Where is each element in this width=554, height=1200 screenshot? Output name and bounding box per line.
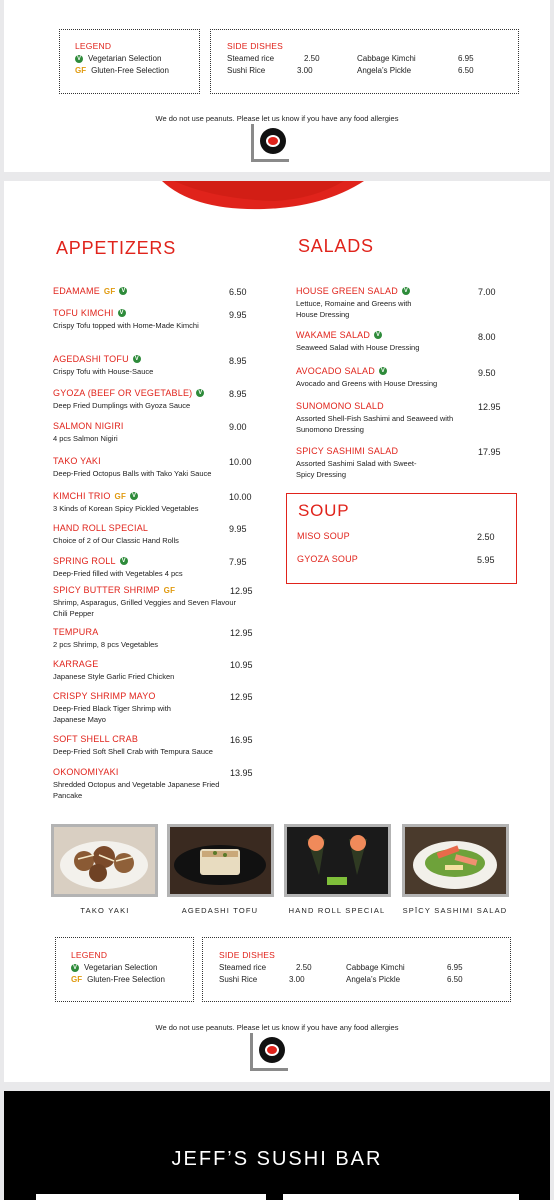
menu-item	[53, 585, 243, 619]
item-description: Shredded Octopus and Vegetable Japanese Fried Pancake	[53, 780, 220, 800]
item-price: 8.95	[229, 356, 247, 366]
side-dish-price: 2.50	[296, 963, 312, 972]
side-dish-price: 3.00	[289, 975, 305, 984]
gluten-free-icon: GF	[163, 585, 176, 595]
item-price: 7.00	[478, 287, 496, 297]
side-dish-name: Cabbage Kimchi	[357, 54, 416, 63]
item-description: Deep-Fried Black Tiger Shrimp with Japanese Mayo	[53, 704, 171, 724]
item-description: Crispy Tofu with House-Sauce	[53, 367, 154, 376]
menu-item	[53, 308, 233, 331]
vegetarian-icon: V	[76, 55, 81, 62]
vegetarian-icon: V	[131, 493, 137, 499]
item-name: SPRING ROLL	[53, 556, 116, 566]
item-price: 7.95	[229, 557, 247, 567]
vegetarian-icon: V	[121, 558, 126, 564]
item-name: SUNOMONO SLALD	[296, 401, 384, 411]
item-name: AGEDASHI TOFU	[53, 354, 129, 364]
item-price: 8.00	[478, 332, 496, 342]
cover-panel	[36, 1194, 266, 1200]
vegetarian-icon: V	[380, 368, 386, 374]
item-price: 2.50	[477, 532, 495, 542]
menu-item	[53, 691, 203, 725]
restaurant-name: JEFF’S SUSHI BAR	[171, 1148, 383, 1170]
item-price: 5.95	[477, 555, 495, 565]
item-description: Deep-Fried Soft Shell Crab with Tempura Sauce	[53, 747, 213, 756]
item-description: Choice of 2 of Our Classic Hand Rolls	[53, 536, 179, 545]
legend-title: LEGEND	[71, 950, 108, 960]
item-description: 4 pcs Salmon Nigiri	[53, 434, 118, 443]
salads-title: SALADS	[298, 236, 374, 256]
side-dishes-box	[202, 937, 511, 1002]
vegetarian-icon: V	[134, 356, 139, 362]
side-dish-price: 6.95	[447, 963, 463, 972]
side-dish-name: Cabbage Kimchi	[346, 963, 405, 972]
vegetarian-icon: V	[403, 288, 409, 294]
vegetarian-icon: V	[121, 288, 126, 294]
item-price: 12.95	[230, 692, 253, 702]
gluten-free-icon: GF	[103, 286, 116, 296]
vegetarian-icon: V	[198, 390, 203, 396]
item-description: Assorted Sashimi Salad with Sweet-Spicy Dressing	[296, 459, 417, 479]
tako-yaki-photo	[51, 824, 158, 897]
menu-item	[296, 286, 471, 320]
item-description: Japanese Style Garlic Fried Chicken	[53, 672, 175, 681]
item-name: KARRAGE	[53, 659, 99, 669]
menu-item	[53, 767, 223, 801]
item-description: Deep Fried Dumplings with Gyoza Sauce	[53, 401, 191, 410]
item-name: AVOCADO SALAD	[296, 366, 375, 376]
menu-item	[53, 286, 233, 296]
side-dishes-title: SIDE DISHES	[219, 950, 276, 960]
menu-item	[53, 627, 233, 650]
menu-item	[53, 421, 233, 444]
side-dishes-title: SIDE DISHES	[227, 41, 284, 51]
menu-item	[53, 456, 233, 479]
item-name: WAKAME SALAD	[296, 330, 371, 340]
item-price: 9.50	[478, 368, 496, 378]
side-dish-name: Sushi Rice	[227, 66, 266, 75]
spicy-sashimi-salad-photo	[402, 824, 509, 897]
item-price: 12.95	[230, 628, 253, 638]
vegetarian-icon: V	[375, 332, 381, 338]
item-price: 9.00	[229, 422, 247, 432]
item-description: Avocado and Greens with House Dressing	[296, 379, 438, 388]
gluten-free-icon: GF	[114, 491, 127, 501]
menu-item	[53, 354, 233, 377]
item-price: 12.95	[230, 586, 253, 596]
item-name: TAKO YAKI	[53, 456, 101, 466]
photo-caption: SPĪCY SASHIMI SALAD	[402, 906, 508, 915]
legend-box	[55, 937, 194, 1002]
item-price: 17.95	[478, 447, 501, 457]
legend-title: LEGEND	[75, 41, 112, 51]
item-name: TOFU KIMCHI	[53, 308, 114, 318]
photo-caption: AGEDASHI TOFU	[181, 906, 259, 915]
item-description: 2 pcs Shrimp, 8 pcs Vegetables	[53, 640, 159, 649]
item-price: 10.00	[229, 492, 252, 502]
side-dish-name: Sushi Rice	[219, 975, 258, 984]
hand-roll-photo	[284, 824, 391, 897]
gluten-free-icon: GF	[71, 975, 83, 984]
menu-page-top	[4, 0, 550, 172]
item-name: SOFT SHELL CRAB	[53, 734, 139, 744]
item-description: Seaweed Salad with House Dressing	[296, 343, 420, 352]
side-dish-name: Steamed rice	[219, 963, 267, 972]
item-price: 16.95	[230, 735, 253, 745]
item-description: 3 Kinds of Korean Spicy Pickled Vegetables	[53, 504, 199, 513]
item-price: 10.95	[230, 660, 253, 670]
restaurant-logo	[251, 124, 289, 162]
item-description: Lettuce, Romaine and Greens with House Dressing	[296, 299, 412, 319]
item-price: 13.95	[230, 768, 253, 778]
restaurant-logo	[250, 1033, 288, 1071]
item-name: SPICY SASHIMI SALAD	[296, 446, 399, 456]
side-dish-price: 6.50	[447, 975, 463, 984]
item-name: SPICY BUTTER SHRIMP	[53, 585, 160, 595]
menu-item	[53, 659, 233, 682]
item-name: KIMCHI TRIO	[53, 491, 111, 501]
menu-page-cover	[4, 1091, 550, 1200]
item-name: MISO SOUP	[297, 531, 350, 541]
legend-box	[59, 29, 200, 94]
soup-title: SOUP	[298, 501, 350, 520]
side-dish-price: 6.50	[458, 66, 474, 75]
agedashi-tofu-photo	[167, 824, 274, 897]
side-dish-name: Angela’s Pickle	[346, 975, 401, 984]
legend-vegetarian-label: Vegetarian Selection	[88, 54, 162, 63]
item-name: CRISPY SHRIMP MAYO	[53, 691, 156, 701]
side-dish-price: 6.95	[458, 54, 474, 63]
appetizers-title: APPETIZERS	[56, 238, 177, 258]
item-description: Deep-Fried Octopus Balls with Tako Yaki Sauce	[53, 469, 212, 478]
vegetarian-icon: V	[72, 964, 77, 971]
menu-item	[296, 401, 471, 435]
item-description: Crispy Tofu topped with Home-Made Kimchi	[53, 321, 199, 330]
legend-gluten-free-label: Gluten-Free Selection	[91, 66, 169, 75]
item-price: 8.95	[229, 389, 247, 399]
item-price: 9.95	[229, 524, 247, 534]
side-dish-name: Steamed rice	[227, 54, 275, 63]
menu-item	[296, 330, 471, 353]
side-dish-name: Angela’s Pickle	[357, 66, 412, 75]
item-name: HOUSE GREEN SALAD	[296, 286, 398, 296]
side-dishes-box	[210, 29, 519, 94]
item-description: Deep-Fried filled with Vegetables 4 pcs	[53, 569, 183, 578]
gluten-free-icon: GF	[75, 66, 87, 75]
item-name: EDAMAME	[53, 286, 100, 296]
item-name: GYOZA SOUP	[297, 554, 359, 564]
item-name: GYOZA (BEEF OR VEGETABLE)	[53, 388, 193, 398]
item-name: TEMPURA	[53, 627, 99, 637]
menu-item	[53, 491, 233, 514]
menu-item	[296, 446, 471, 480]
menu-page-main	[4, 181, 550, 1082]
legend-gluten-free-label: Gluten-Free Selection	[87, 975, 165, 984]
side-dish-price: 3.00	[297, 66, 313, 75]
allergy-note: We do not use peanuts. Please let us know if you have any food allergies	[155, 1023, 399, 1032]
item-price: 6.50	[229, 287, 247, 297]
item-name: SALMON NIGIRI	[53, 421, 124, 431]
menu-item	[53, 523, 233, 546]
item-price: 9.95	[229, 310, 247, 320]
menu-item	[53, 556, 233, 579]
item-description: Assorted Shell-Fish Sashimi and Seaweed with Sunomono Dressing	[296, 414, 454, 434]
menu-item	[53, 388, 233, 411]
vegetarian-icon: V	[119, 310, 124, 316]
item-description: Shrimp, Asparagus, Grilled Veggies and Seven Flavour Chili Pepper	[53, 598, 237, 618]
menu-item	[296, 366, 471, 389]
item-price: 12.95	[478, 402, 501, 412]
item-price: 10.00	[229, 457, 252, 467]
menu-item	[53, 734, 233, 757]
legend-vegetarian-label: Vegetarian Selection	[84, 963, 158, 972]
photo-caption: TAKO YAKI	[80, 906, 130, 915]
allergy-note: We do not use peanuts. Please let us know if you have any food allergies	[155, 114, 399, 123]
item-name: HAND ROLL SPECIAL	[53, 523, 149, 533]
side-dish-price: 2.50	[304, 54, 320, 63]
item-name: OKONOMIYAKI	[53, 767, 119, 777]
brush-stroke-decoration	[154, 181, 374, 216]
photo-caption: HAND ROLL SPECIAL	[288, 906, 386, 915]
cover-panel	[283, 1194, 519, 1200]
soup-box	[286, 493, 517, 584]
